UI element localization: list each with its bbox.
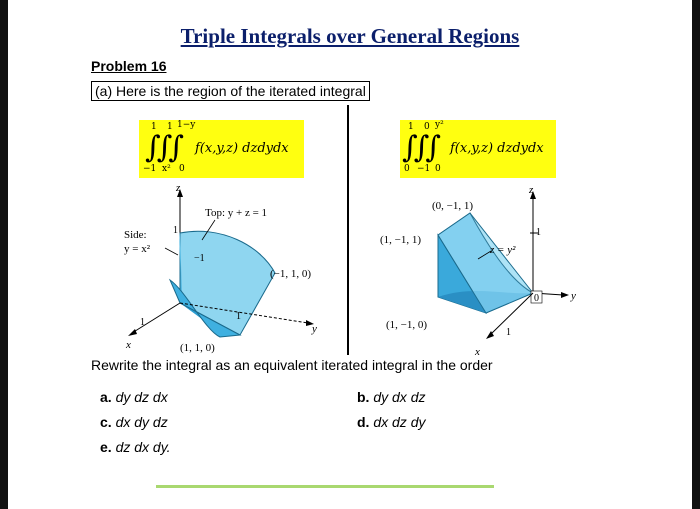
side-label-leader	[165, 248, 178, 255]
integral-expression-2	[400, 120, 556, 178]
right-frame-border	[692, 0, 700, 509]
top-surface-label: Top: y + z = 1	[205, 207, 268, 219]
integrand: f(x,y,z) dzdydx	[195, 141, 289, 156]
integrand: f(x,y,z) dzdydx	[450, 141, 544, 156]
origin-label: 0	[534, 293, 539, 304]
triple-integral-sign: ∫∫∫	[402, 130, 437, 165]
outer-lower-limit: 0	[404, 164, 410, 174]
left-frame-border	[0, 0, 8, 509]
inner-lower-limit: 0	[179, 164, 185, 174]
option-e: e. dz dx dy.	[100, 439, 171, 455]
inner-upper-limit: y²	[435, 120, 444, 130]
inner-lower-limit: 0	[435, 164, 441, 174]
problem-label: Problem 16	[91, 58, 167, 74]
y-axis-label: y	[571, 290, 576, 302]
inner-upper-limit: 1−y	[177, 120, 196, 130]
x-axis-arrow	[128, 329, 137, 336]
option-d: d. dx dz dy	[357, 414, 426, 430]
option-c: c. dx dy dz	[100, 414, 168, 430]
rewrite-instruction: Rewrite the integral as an equivalent iterated integral in the order	[91, 357, 493, 373]
footer-divider	[156, 485, 494, 488]
surface-label: z = y²	[490, 244, 516, 256]
middle-lower-limit: −1	[417, 164, 431, 174]
option-b: b. dy dx dz	[357, 389, 426, 405]
z-axis-label: z	[176, 185, 181, 194]
z-tick-label: 1	[173, 225, 178, 236]
point-label-2: (1, 1, 0)	[180, 342, 215, 354]
middle-lower-limit: x²	[162, 164, 171, 174]
page-title: Triple Integrals over General Regions	[180, 24, 520, 48]
z-axis-label: z	[529, 185, 534, 196]
x-tick-label: 1	[140, 317, 145, 328]
vertical-divider	[347, 105, 349, 355]
region-figure-1	[110, 185, 340, 357]
y-axis-label: y	[312, 323, 317, 335]
integral-expression-1	[139, 120, 304, 178]
side-label-line2: y = x²	[124, 243, 151, 255]
middle-upper-limit: 0	[424, 122, 430, 132]
top-surface	[180, 231, 275, 335]
x-axis-label: x	[475, 346, 480, 357]
side-label-line1: Side:	[124, 229, 147, 241]
outer-upper-limit: 1	[151, 122, 157, 132]
part-a-text: (a) Here is the region of the iterated integral	[91, 81, 370, 101]
point-label-2: (1, −1, 1)	[380, 234, 422, 246]
middle-upper-limit: 1	[167, 122, 173, 132]
option-a: a. dy dz dx	[100, 389, 168, 405]
y-axis-arrow	[561, 292, 569, 298]
point-label-1: (0, −1, 1)	[432, 200, 474, 212]
neg-tick-label: −1	[194, 253, 205, 264]
point-label-1: (−1, 1, 0)	[270, 268, 312, 280]
outer-upper-limit: 1	[408, 122, 414, 132]
outer-lower-limit: −1	[143, 164, 157, 174]
y-tick-label: 1	[236, 311, 241, 322]
triple-integral-sign: ∫∫∫	[145, 130, 180, 165]
point-label-3: (1, −1, 0)	[386, 319, 428, 331]
z-tick-label: 1	[536, 227, 541, 238]
region-figure-2	[378, 185, 588, 357]
x-axis-label: x	[126, 339, 131, 351]
x-tick-label: 1	[506, 327, 511, 338]
